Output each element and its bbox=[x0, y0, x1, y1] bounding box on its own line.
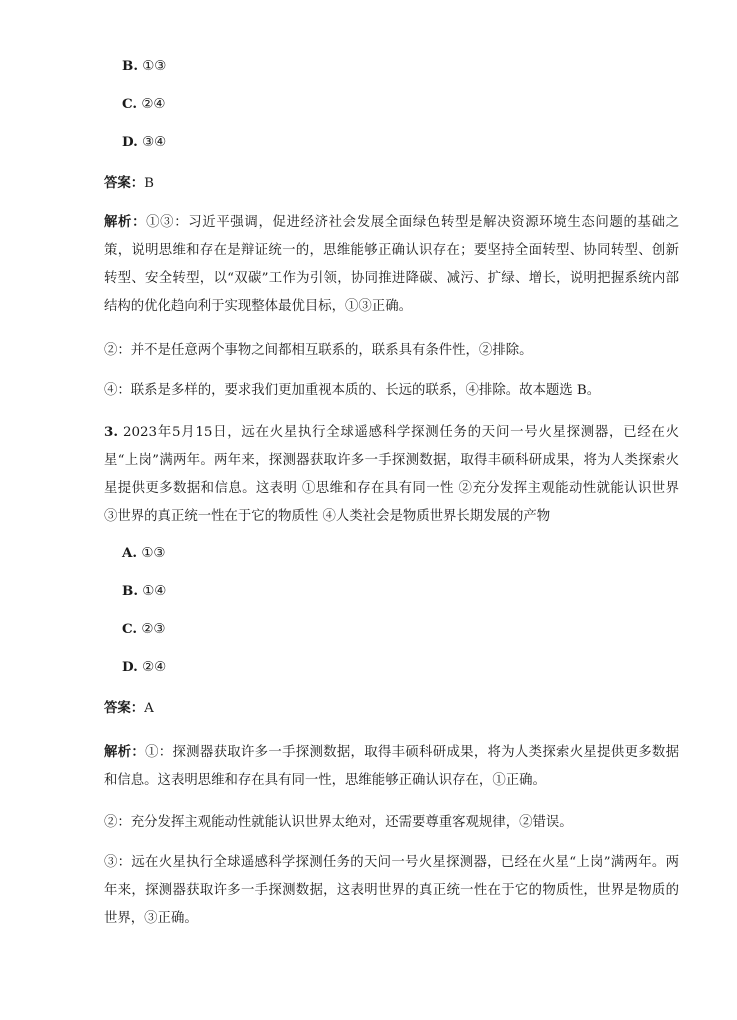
option-text: ①③ bbox=[142, 59, 167, 74]
option-letter: B. bbox=[122, 583, 138, 599]
analysis-label: 解析： bbox=[104, 744, 146, 760]
q2-analysis-p2: ②：并不是任意两个事物之间都相互联系的，联系具有条件性，②排除。 bbox=[104, 343, 533, 358]
q3-option-b bbox=[122, 583, 166, 600]
option-text: ①④ bbox=[142, 584, 167, 599]
analysis-text: ①③：习近平强调，促进经济社会发展全面绿色转型是解决资源环境生态问题的基础之策，说明思维和存在是辩证统一的，思维能够正确认识存在；要坚持全面转型、协同转型、创新转型、安全转型，以“双碳”工作为引领，协同推进降碳、减污、扩绿、增长，说明把握系统内部结构的优化趋向利于实现整体最优目标，①③正确。 bbox=[104, 215, 680, 314]
option-letter: D. bbox=[122, 659, 138, 675]
q3-answer bbox=[104, 700, 154, 717]
answer-value: B bbox=[144, 176, 155, 191]
option-letter: C. bbox=[122, 621, 138, 637]
q2-option-b bbox=[122, 58, 166, 75]
option-letter: A. bbox=[122, 545, 138, 561]
q3-option-c bbox=[122, 621, 165, 638]
q3-option-a bbox=[122, 545, 165, 562]
question-text: 2023年5月15日，远在火星执行全球遥感科学探测任务的天问一号火星探测器，已经在火星“上岗”满两年。两年来，探测器获取许多一手探测数据，取得丰硕科研成果，将为人类探索火星提供更多数据和信息。这表明 ①思维和存在具有同一性 ②充分发挥主观能动性就能认识世界 ③世界的真正统一性在于它的物质性 ④人类社会是物质世界长期发展的产物 bbox=[104, 425, 679, 524]
q3-analysis-p1 bbox=[104, 738, 679, 795]
option-text: ②④ bbox=[142, 660, 167, 675]
q2-analysis-p1 bbox=[104, 208, 679, 321]
option-text: ②④ bbox=[141, 97, 166, 112]
answer-label: 答案： bbox=[104, 700, 145, 716]
q2-option-c bbox=[122, 96, 165, 113]
q2-analysis-p3: ④：联系是多样的，要求我们更加重视本质的、长远的联系，④排除。故本题选 B。 bbox=[104, 383, 601, 398]
analysis-label: 解析： bbox=[104, 214, 147, 230]
q3-stem bbox=[104, 418, 679, 531]
option-letter: B. bbox=[122, 58, 138, 74]
option-text: ③④ bbox=[142, 135, 167, 150]
q2-option-d bbox=[122, 134, 166, 151]
q3-option-d bbox=[122, 659, 166, 676]
question-number: 3. bbox=[104, 424, 118, 440]
option-letter: D. bbox=[122, 134, 138, 150]
option-text: ②③ bbox=[141, 622, 166, 637]
q3-analysis-p2: ②：充分发挥主观能动性就能认识世界太绝对，还需要尊重客观规律，②错误。 bbox=[104, 815, 573, 830]
q2-answer bbox=[104, 175, 154, 192]
answer-label: 答案： bbox=[104, 175, 145, 191]
q3-analysis-p3: ③：远在火星执行全球遥感科学探测任务的天问一号火星探测器，已经在火星“上岗”满两年。两年来，探测器获取许多一手探测数据，这表明世界的真正统一性在于它的物质性，世界是物质的世界，③正确。 bbox=[104, 855, 679, 926]
option-letter: C. bbox=[122, 96, 138, 112]
answer-value: A bbox=[144, 701, 154, 716]
analysis-text: ①：探测器获取许多一手探测数据，取得丰硕科研成果，将为人类探索火星提供更多数据和信息。这表明思维和存在具有同一性，思维能够正确认识存在，①正确。 bbox=[104, 745, 679, 788]
option-text: ①③ bbox=[141, 546, 166, 561]
